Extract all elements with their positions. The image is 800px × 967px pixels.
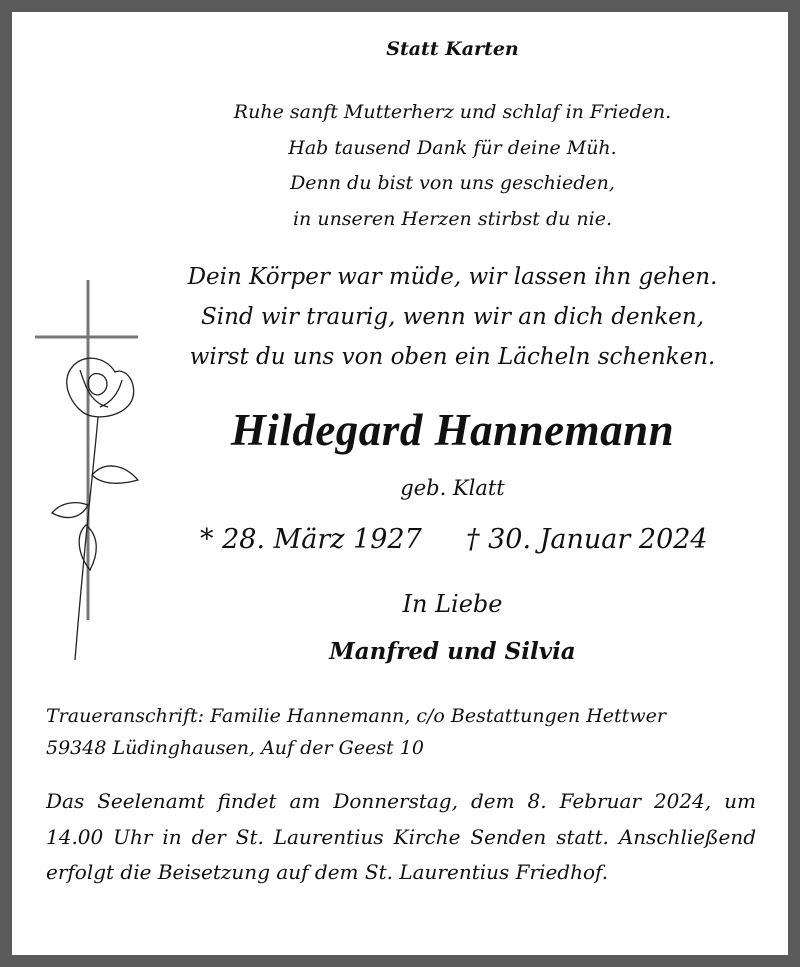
birth-date: * 28. März 1927 xyxy=(200,524,422,555)
heading-statt-karten: Statt Karten xyxy=(386,38,519,60)
closing-text: In Liebe xyxy=(402,590,503,618)
family-names: Manfred und Silvia xyxy=(329,638,576,665)
poem-line: Ruhe sanft Mutterherz und schlaf in Frieden. xyxy=(233,101,672,123)
mourning-address xyxy=(46,700,666,764)
address-line: Traueranschrift: Familie Hannemann, c/o Bestattungen Hettwer xyxy=(46,705,666,727)
death-date: † 30. Januar 2024 xyxy=(466,524,708,555)
poem-line: Sind wir traurig, wenn wir an dich denken, xyxy=(200,304,705,330)
poem-first xyxy=(150,95,755,237)
cross-and-rose-illustration xyxy=(30,275,150,665)
deceased-name: Hildegard Hannemann xyxy=(230,405,675,455)
rose-icon xyxy=(52,358,138,660)
poem-line: wirst du uns von oben ein Lächeln schenken. xyxy=(189,344,716,370)
poem-line: Hab tausend Dank für deine Müh. xyxy=(288,136,617,159)
poem-line: Denn du bist von uns geschieden, xyxy=(290,172,615,194)
address-line: 59348 Lüdinghausen, Auf der Geest 10 xyxy=(46,737,424,759)
service-information: Das Seelenamt findet am Donnerstag, dem 8. Februar 2024, um 14.00 Uhr in der St. Laurentius Kirche Senden statt. Anschließend erfolgt die Beisetzung auf dem St. Laurentius Friedhof. xyxy=(46,789,756,884)
maiden-name: geb. Klatt xyxy=(400,476,505,500)
poem-second xyxy=(150,257,755,377)
poem-line: in unseren Herzen stirbst du nie. xyxy=(292,207,613,230)
cross-icon xyxy=(35,280,138,620)
poem-line: Dein Körper war müde, wir lassen ihn gehen. xyxy=(187,264,718,290)
